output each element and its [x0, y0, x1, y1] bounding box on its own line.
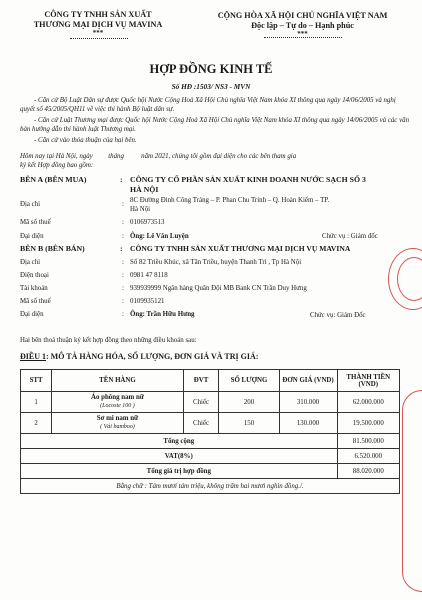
col-price: ĐƠN GIÁ (VND) — [279, 370, 337, 392]
grand-total-label: Tổng giá trị hợp đồng — [21, 464, 338, 479]
row-unit: Chiếc — [183, 392, 219, 413]
contract-number: Số HĐ :1503/ NS3 - MVN — [171, 82, 251, 91]
row-qty: 200 — [219, 392, 279, 413]
nation-underline — [264, 37, 342, 38]
party-a-tax-label: Mã số thuế — [20, 219, 51, 226]
party-a-label: BÊN A (BÊN MUA) — [20, 175, 87, 184]
company-name-line1: CÔNG TY TNHH SẢN XUẤT — [44, 10, 152, 19]
amount-in-words-row — [21, 479, 400, 494]
table-row — [21, 392, 400, 413]
intro-line-2: ký kết Hợp đồng bao gồm: — [20, 162, 94, 169]
row-stt: 2 — [21, 413, 52, 434]
article-1-heading — [20, 352, 258, 361]
row-name: Áo phông nam nữ — [90, 394, 144, 401]
party-a-tax: 0106973513 — [130, 219, 165, 226]
party-a-address-line1: 8C Đường Đinh Công Tráng – P. Phan Chu Trinh – Q. Hoàn Kiếm – TP. — [130, 197, 330, 204]
company-name-line2: THƯƠNG MẠI DỊCH VỤ MAVINA — [33, 20, 163, 29]
total-label: Tổng cộng — [21, 434, 338, 449]
vat-value: 6.520.000 — [337, 449, 399, 464]
party-b-label: BÊN B (BÊN BÁN) — [20, 244, 85, 253]
company-header — [18, 10, 178, 37]
party-a-name-line1: CÔNG TY CỔ PHẦN SẢN XUẤT KINH DOANH NƯỚC SẠCH SỐ 3 — [130, 175, 366, 184]
nation-name: CỘNG HÒA XÃ HỘI CHỦ NGHĨA VIỆT NAM — [217, 11, 388, 20]
party-a-address-label: Địa chỉ — [20, 201, 41, 208]
grand-total-row — [21, 464, 400, 479]
row-subname: ( Vải bamboo) — [100, 424, 135, 430]
intro-line-1: Hôm nay tại Hà Nội, ngày tháng năm 2021, chúng tôi gồm đại diện cho các bên tham gia — [20, 153, 297, 160]
party-b-colon: : — [120, 244, 123, 253]
amount-in-words: Bằng chữ : Tám mươi tám triệu, không trăm hai mươi nghìn đồng./. — [21, 479, 400, 494]
col-unit: ĐVT — [183, 370, 219, 392]
party-a-address-line2: Hà Nội — [130, 206, 151, 213]
agreement-text: Hai bên thoả thuận ký kết hợp đồng theo những điều khoản sau: — [20, 337, 197, 344]
legal-basis-2: - Căn cứ Luật Thương mại được Quốc hội Nước Cộng Hoà Xã Hội Chủ nghĩa Việt Nam khóa XI thông qua ngày 14/06/2005 và các văn bản hướng dẫn thi hành luật Thương mại. — [20, 117, 410, 133]
col-amount: THÀNH TIỀN (VND) — [337, 370, 399, 392]
party-b-rep-label: Đại diện — [20, 311, 44, 318]
table-row — [21, 413, 400, 434]
row-stt: 1 — [21, 392, 52, 413]
row-amount: 62.000.000 — [337, 392, 399, 413]
legal-basis-3: - Căn cứ vào thỏa thuận của hai bên. — [34, 137, 137, 144]
row-price: 130.000 — [279, 413, 337, 434]
party-a-colon: : — [120, 175, 123, 184]
row-unit: Chiếc — [183, 413, 219, 434]
row-name-cell — [52, 413, 184, 434]
row-amount: 19.500.000 — [337, 413, 399, 434]
party-b-representative: Ông: Trần Hữu Hưng — [130, 311, 195, 318]
party-b-tax-label: Mã số thuế — [20, 298, 51, 305]
col-qty: SỐ LƯỢNG — [219, 370, 279, 392]
party-a-name-line2: HÀ NỘI — [130, 185, 159, 194]
row-name: Sơ mi nam nữ — [96, 415, 139, 422]
article-1-label: ĐIỀU 1 — [20, 352, 47, 361]
goods-table — [20, 369, 400, 494]
row-subname: (Locoste 100 ) — [100, 403, 135, 409]
party-b-account: 939939999 Ngân hàng Quân Đội MB Bank CN Trần Duy Hưng — [130, 285, 307, 292]
company-underline — [70, 38, 128, 39]
row-qty: 150 — [219, 413, 279, 434]
party-b-account-label: Tài khoản — [20, 285, 48, 292]
page-title: HỢP ĐỒNG KINH TẾ — [149, 62, 273, 76]
party-b-position: Chức vụ: Giám Đốc — [310, 312, 366, 319]
side-stamp-icon — [402, 390, 422, 592]
col-name: TÊN HÀNG — [52, 370, 184, 392]
vat-label: VAT(8%) — [21, 449, 338, 464]
party-a-address — [130, 196, 420, 214]
party-b-address-label: Địa chỉ — [20, 259, 41, 266]
party-b-name: CÔNG TY TNHH SẢN XUẤT THƯƠNG MẠI DỊCH VỤ MAVINA — [130, 244, 351, 253]
row-price: 310.000 — [279, 392, 337, 413]
party-a-representative: Ông: Lê Văn Luyện — [130, 233, 189, 240]
party-a-name — [130, 175, 420, 195]
company-stamp-icon — [388, 248, 422, 310]
legal-basis-1: - Căn cứ Bộ Luật Dân sự được Quốc hội Nước Cộng Hoà Xã Hội Chủ nghĩa Việt Nam khóa XI thông qua ngày 14/06/2005 và nghị quyết số 45/2005/QH11 về việc thi hành Bộ luật dân sự. — [20, 97, 396, 113]
nation-motto: Độc lập – Tự do – Hạnh phúc — [251, 21, 354, 30]
article-1-title: : MÔ TẢ HÀNG HÓA, SỐ LƯỢNG, ĐƠN GIÁ VÀ TRỊ GIÁ: — [46, 352, 259, 361]
party-a-rep-label: Đại diện — [20, 233, 44, 240]
nation-header — [190, 11, 415, 38]
party-b-address: Số 82 Triều Khúc, xã Tân Triều, huyện Thanh Trì , Tp Hà Nội — [130, 259, 302, 266]
nation-stars: *** — [297, 30, 308, 38]
table-header-row — [21, 370, 400, 392]
party-b-phone: 0981 47 8118 — [130, 272, 168, 279]
grand-total-value: 88.020.000 — [337, 464, 399, 479]
company-stars: *** — [92, 29, 104, 37]
row-name-cell — [52, 392, 184, 413]
total-value: 81.500.000 — [337, 434, 399, 449]
party-a-position: Chức vụ : Giám đốc — [322, 233, 378, 240]
total-row — [21, 434, 400, 449]
vat-row — [21, 449, 400, 464]
party-b-phone-label: Điện thoại — [20, 272, 49, 279]
party-b-tax: 0109935121 — [130, 298, 165, 305]
col-stt: STT — [21, 370, 52, 392]
